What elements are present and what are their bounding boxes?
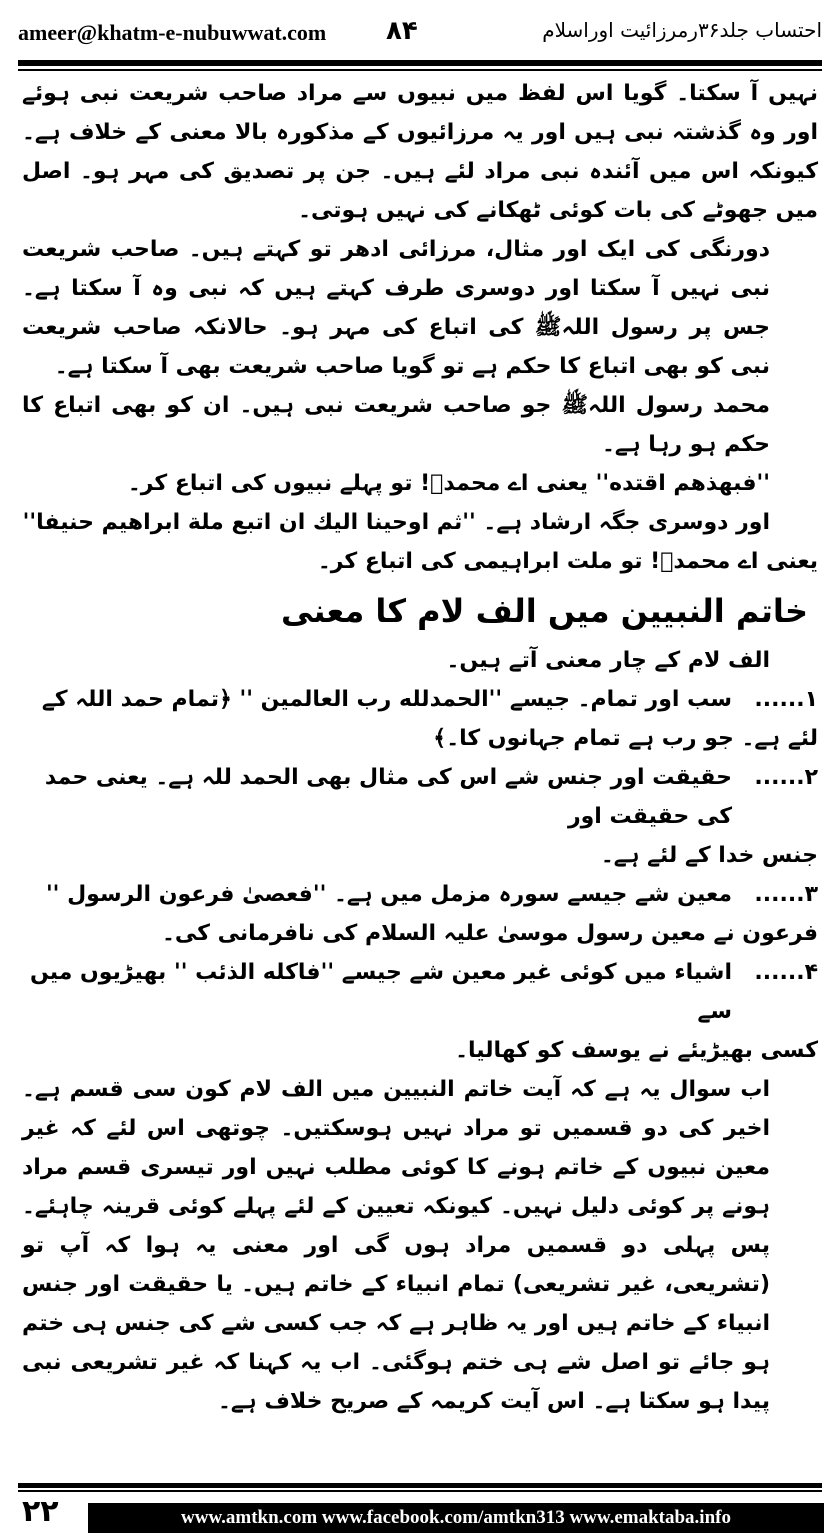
list-item-continuation: کسی بھیڑیئے نے یوسف کو کھالیا۔ [455, 1038, 818, 1063]
list-item-number: ۲...... [754, 765, 818, 790]
list-item-number: ۴...... [754, 960, 818, 985]
list-item-continuation: جنس خدا کے لئے ہے۔ [600, 843, 818, 868]
list-item [22, 758, 818, 836]
list-item-text: معین شے جیسے سورہ مزمل میں ہے۔ ''فعصیٰ فرعون الرسول '' [45, 882, 732, 907]
list-item [22, 953, 818, 1031]
list-item-continuation: لئے ہے۔ جو رب ہے تمام جہانوں کا۔﴾ [433, 726, 818, 751]
header-page-number: ۸۴ [386, 16, 418, 46]
footer-file-number: ۲۲ [22, 1494, 59, 1529]
paragraph-2: دورنگی کی ایک اور مثال، مرزائی ادھر تو کہتے ہیں۔ صاحب شریعت نبی نہیں آ سکتا اور دوسری طرف کہتے ہیں کہ نبی وہ آ سکتا ہے۔ جس پر رسول اللہﷺ کی اتباع کی مہر ہو۔ حالانکہ صاحب شریعت نبی کو بھی اتباع کا حکم ہے تو گویا صاحب شریعت بھی آ سکتا ہے۔ [22, 237, 770, 379]
paragraph-6: یعنی اے محمدؐ! تو ملت ابراہیمی کی اتباع کر۔ [317, 549, 818, 574]
paragraph-5: اور دوسری جگہ ارشاد ہے۔ ''ثم اوحینا الیك ان اتبع ملة ابراهیم حنیفا'' [22, 510, 770, 535]
paragraph-final: اب سوال یہ ہے کہ آیت خاتم النبیین میں الف لام کون سی قسم ہے۔ اخیر کی دو قسمیں تو مراد نہیں ہوسکتیں۔ چوتھی اس لئے کہ غیر معین نبیوں کے خاتم ہونے کا کوئی مطلب نہیں اور تیسری قسم مراد ہونے پر کوئی دلیل نہیں۔ کیونکہ تعیین کے لئے پہلے کوئی قرینہ چاہئے۔ پس پہلی دو قسمیں مراد ہوں گی اور معنی یہ ہوا کہ آپ تو (تشریعی، غیر تشریعی) تمام انبیاء کے خاتم ہیں۔ یا حقیقت اور جنس انبیاء کے خاتم ہیں اور یہ ظاہر ہے کہ جب کسی شے کی جنس ہی ختم ہو جائے تو اصل شے ہی ختم ہوگئی۔ اب یہ کہنا کہ غیر تشریعی نبی پیدا ہو سکتا ہے۔ اس آیت کریمہ کے صریح خلاف ہے۔ [22, 1077, 770, 1414]
header-rule-thick [18, 60, 822, 66]
header-email: ameer@khatm-e-nubuwwat.com [18, 20, 327, 45]
list-item-text: سب اور تمام۔ جیسے ''الحمدلله رب العالمین '' ﴿تمام حمد اللہ کے [41, 687, 732, 712]
footer-rule-thick [18, 1483, 822, 1488]
page-header [18, 16, 822, 56]
page-body [22, 74, 818, 1421]
list-item-continuation: فرعون نے معین رسول موسیٰ علیہ السلام کی نافرمانی کی۔ [162, 921, 818, 946]
paragraph-1: نہیں آ سکتا۔ گویا اس لفظ میں نبیوں سے مراد صاحب شریعت نبی ہوئے اور وہ گذشتہ نبی ہیں اور یہ مرزائیوں کے مذکورہ بالا معنی کے خلاف ہے۔ کیونکہ اس میں آئندہ نبی مراد لئے ہیں۔ جن پر تصدیق کی مہر ہو۔ اصل میں جھوٹے کی بات کوئی ٹھکانے کی نہیں ہوتی۔ [22, 81, 818, 223]
header-book-title: احتساب جلد۳۶رمرزائیت اوراسلام [542, 18, 822, 42]
section-heading: خاتم النبیین میں الف لام کا معنی [280, 592, 808, 630]
list-item-text: حقیقت اور جنس شے اس کی مثال بھی الحمد للہ ہے۔ یعنی حمد کی حقیقت اور [44, 765, 732, 829]
list-item-number: ۳...... [754, 882, 818, 907]
header-rule-thin [18, 69, 822, 71]
paragraph-3: محمد رسول اللہﷺ جو صاحب شریعت نبی ہیں۔ ان کو بھی اتباع کا حکم ہو رہا ہے۔ [22, 393, 770, 457]
footer-rule-thin [18, 1490, 822, 1492]
paragraph-4: ''فبهذهم اقتده'' یعنی اے محمدؐ! تو پہلے نبیوں کی اتباع کر۔ [127, 471, 770, 496]
list-item-number: ۱...... [754, 687, 818, 712]
list-item-text: اشیاء میں کوئی غیر معین شے جیسے ''فاکله الذئب '' بھیڑیوں میں سے [29, 960, 732, 1024]
section-intro: الف لام کے چار معنی آتے ہیں۔ [446, 648, 770, 673]
list-item [22, 875, 818, 914]
footer-urls: www.amtkn.com www.facebook.com/amtkn313 www.emaktaba.info [88, 1503, 824, 1533]
list-item [22, 680, 818, 719]
